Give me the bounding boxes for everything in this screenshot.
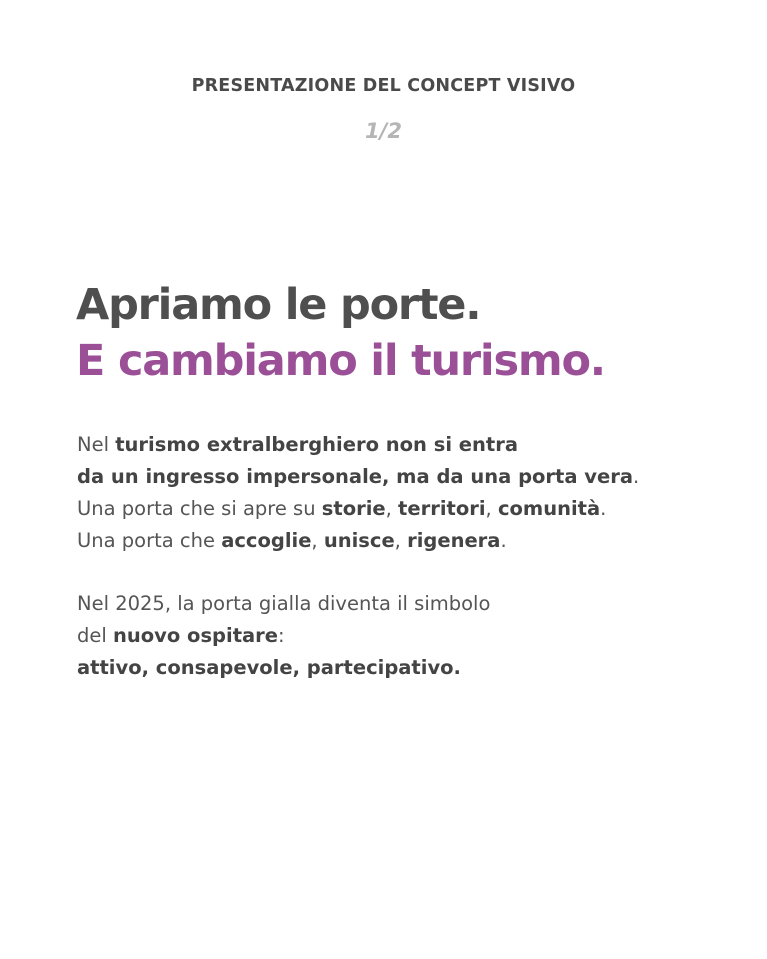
body-text [77,429,757,684]
paragraph-line [77,493,757,525]
emphasis-text: nuovo ospitare [113,624,279,647]
text-segment: . [600,497,607,520]
paragraph-line [77,525,757,557]
text-segment: Nel 2025, la porta gialla diventa il simbolo [77,592,491,615]
headline-line-1: Apriamo le porte. [76,280,481,330]
emphasis-text: rigenera [407,529,501,552]
emphasis-text: accoglie [221,529,312,552]
paragraph-line [77,461,757,493]
text-segment: , [385,497,399,520]
page-indicator: 1/2 [365,119,402,143]
emphasis-text: comunità [497,497,601,520]
emphasis-text: unisce [323,529,395,552]
text-segment: Una porta che [77,529,222,552]
headline-line-2: E cambiamo il turismo. [76,336,605,386]
paragraph-intro [77,429,757,557]
emphasis-text: da un ingresso impersonale, ma da una porta vera [77,465,634,488]
paragraph-line [77,620,757,652]
paragraph-line [77,588,757,620]
text-segment: . [500,529,507,552]
text-segment: : [278,624,285,647]
text-segment: Una porta che si apre su [77,497,322,520]
text-segment: , [394,529,408,552]
emphasis-text: turismo extralberghiero non si entra [115,433,518,456]
text-segment: , [485,497,498,520]
text-segment: del [77,624,113,647]
emphasis-text: territori [398,497,486,520]
text-segment: Nel [77,433,116,456]
text-segment: . [633,465,640,488]
paragraph-symbol [77,588,757,684]
section-title: PRESENTAZIONE DEL CONCEPT VISIVO [191,76,576,96]
headline [76,277,605,389]
text-segment: , [311,529,324,552]
emphasis-text: attivo, consapevole, partecipativo. [77,656,461,679]
paragraph-line [77,429,757,461]
paragraph-line [77,652,757,684]
emphasis-text: storie [321,497,386,520]
